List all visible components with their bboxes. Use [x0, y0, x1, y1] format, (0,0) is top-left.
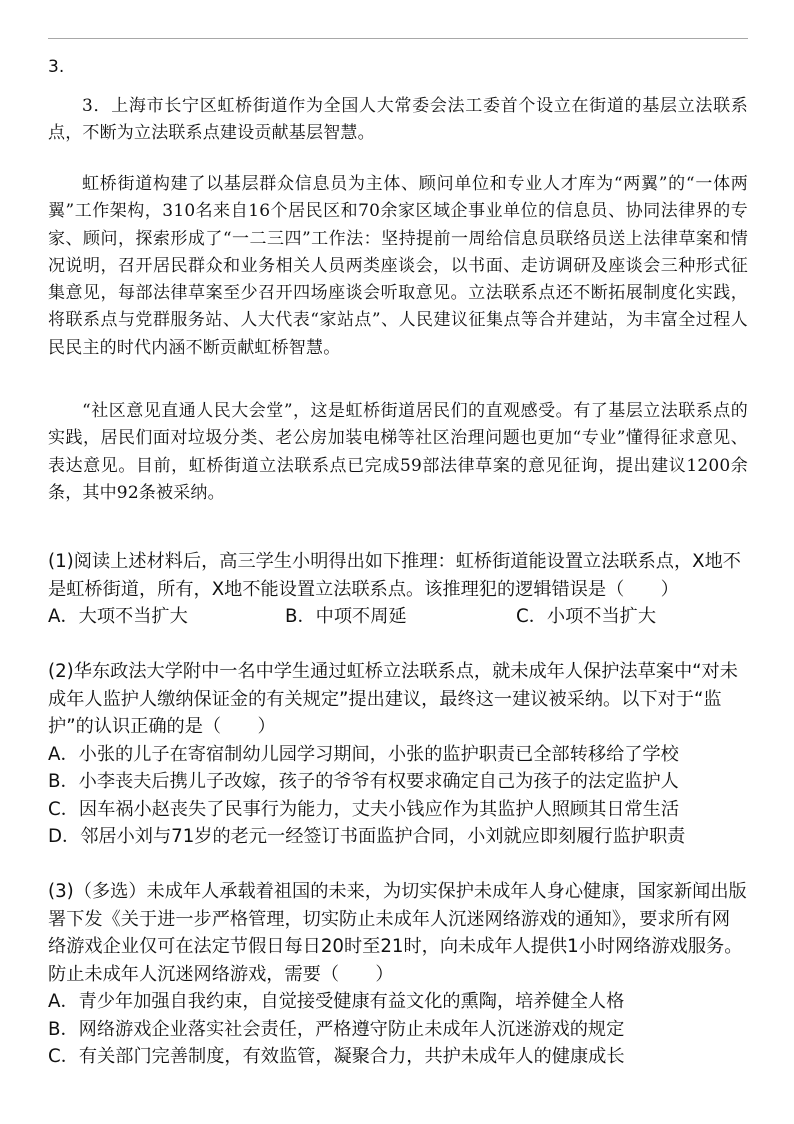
question-1-options — [48, 603, 748, 631]
question-2 — [48, 658, 748, 851]
question-3-option-b[interactable]: B．网络游戏企业落实社会责任，严格遵守防止未成年人沉迷游戏的规定 — [48, 1018, 625, 1040]
question-number: 3. — [48, 57, 65, 77]
material-paragraph-1: 虹桥街道构建了以基层群众信息员为主体、顾问单位和专业人才库为“两翼”的“一体两翼”工作架构，310名来自16个居民区和70余家区域企事业单位的信息员、协同法律界的专家、顾问，探索形成了“一二三四”工作法：坚持提前一周给信息员联络员送上法律草案和情况说明，召开居民群众和业务相关人员两类座谈会，以书面、走访调研及座谈会三种形式征集意见，每部法律草案至少召开四场座谈会听取意见。立法联系点还不断拓展制度化实践，将联系点与党群服务站、人大代表“家站点”、人民建议征集点等合并建站，为丰富全过程人民民主的时代内涵不断贡献虹桥智慧。 — [48, 174, 748, 358]
question-2-option-b[interactable]: B．小李丧夫后携儿子改嫁，孩子的爷爷有权要求确定自己为孩子的法定监护人 — [48, 771, 679, 792]
question-1-option-b[interactable]: B．中项不周延 — [285, 606, 407, 627]
question-3-option-c[interactable]: C．有关部门完善制度，有效监管，凝聚合力，共护未成年人的健康成长 — [48, 1046, 625, 1067]
question-1-option-c[interactable]: C．小项不当扩大 — [516, 606, 657, 627]
question-2-option-c[interactable]: C．因车祸小赵丧失了民事行为能力，丈夫小钱应作为其监护人照顾其日常生活 — [48, 798, 680, 820]
question-3 — [48, 878, 748, 1071]
question-2-option-d[interactable]: D．邻居小刘与71岁的老元一经签订书面监护合同，小刘就应即刻履行监护职责 — [48, 826, 686, 847]
question-3-stem: (3)（多选）未成年人承载着祖国的未来，为切实保护未成年人身心健康，国家新闻出版署下发《关于进一步严格管理，切实防止未成年人沉迷网络游戏的通知》，要求所有网络游戏企业仅可在法定节假日每日20时至21时，向未成年人提供1小时网络游戏服务。防止未成年人沉迷网络游戏，需要（ ） — [48, 881, 747, 985]
material-paragraph-2-block — [48, 398, 748, 507]
material-paragraph-2: “社区意见直通人民大会堂”，这是虹桥街道居民们的直观感受。有了基层立法联系点的实践，居民们面对垃圾分类、老公房加装电梯等社区治理问题也更加“专业”懂得征求意见、表达意见。目前，虹桥街道立法联系点已完成59部法律草案的意见征询，提出建议1200余条，其中92条被采纳。 — [48, 401, 748, 503]
question-2-stem: (2)华东政法大学附中一名中学生通过虹桥立法联系点，就未成年人保护法草案中“对未成年人监护人缴纳保证金的有关规定”提出建议，最终这一建议被采纳。以下对于“监护”的认识正确的是（ ） — [48, 661, 738, 737]
intro-paragraph: 3．上海市长宁区虹桥街道作为全国人大常委会法工委首个设立在街道的基层立法联系点，不断为立法联系点建设贡献基层智慧。 — [48, 96, 748, 144]
material-paragraph-1-block — [48, 171, 748, 362]
intro-block — [48, 93, 748, 148]
header-rule — [48, 38, 748, 39]
question-3-option-a[interactable]: A．青少年加强自我约束，自觉接受健康有益文化的熏陶，培养健全人格 — [48, 991, 625, 1012]
question-1 — [48, 548, 748, 631]
question-1-stem: (1)阅读上述材料后，高三学生小明得出如下推理：虹桥街道能设置立法联系点，X地不是虹桥街道，所有，X地不能设置立法联系点。该推理犯的逻辑错误是（ ） — [48, 551, 741, 600]
question-2-option-a[interactable]: A．小张的儿子在寄宿制幼儿园学习期间，小张的监护职责已全部转移给了学校 — [48, 743, 679, 765]
question-1-option-a[interactable]: A．大项不当扩大 — [48, 606, 188, 627]
